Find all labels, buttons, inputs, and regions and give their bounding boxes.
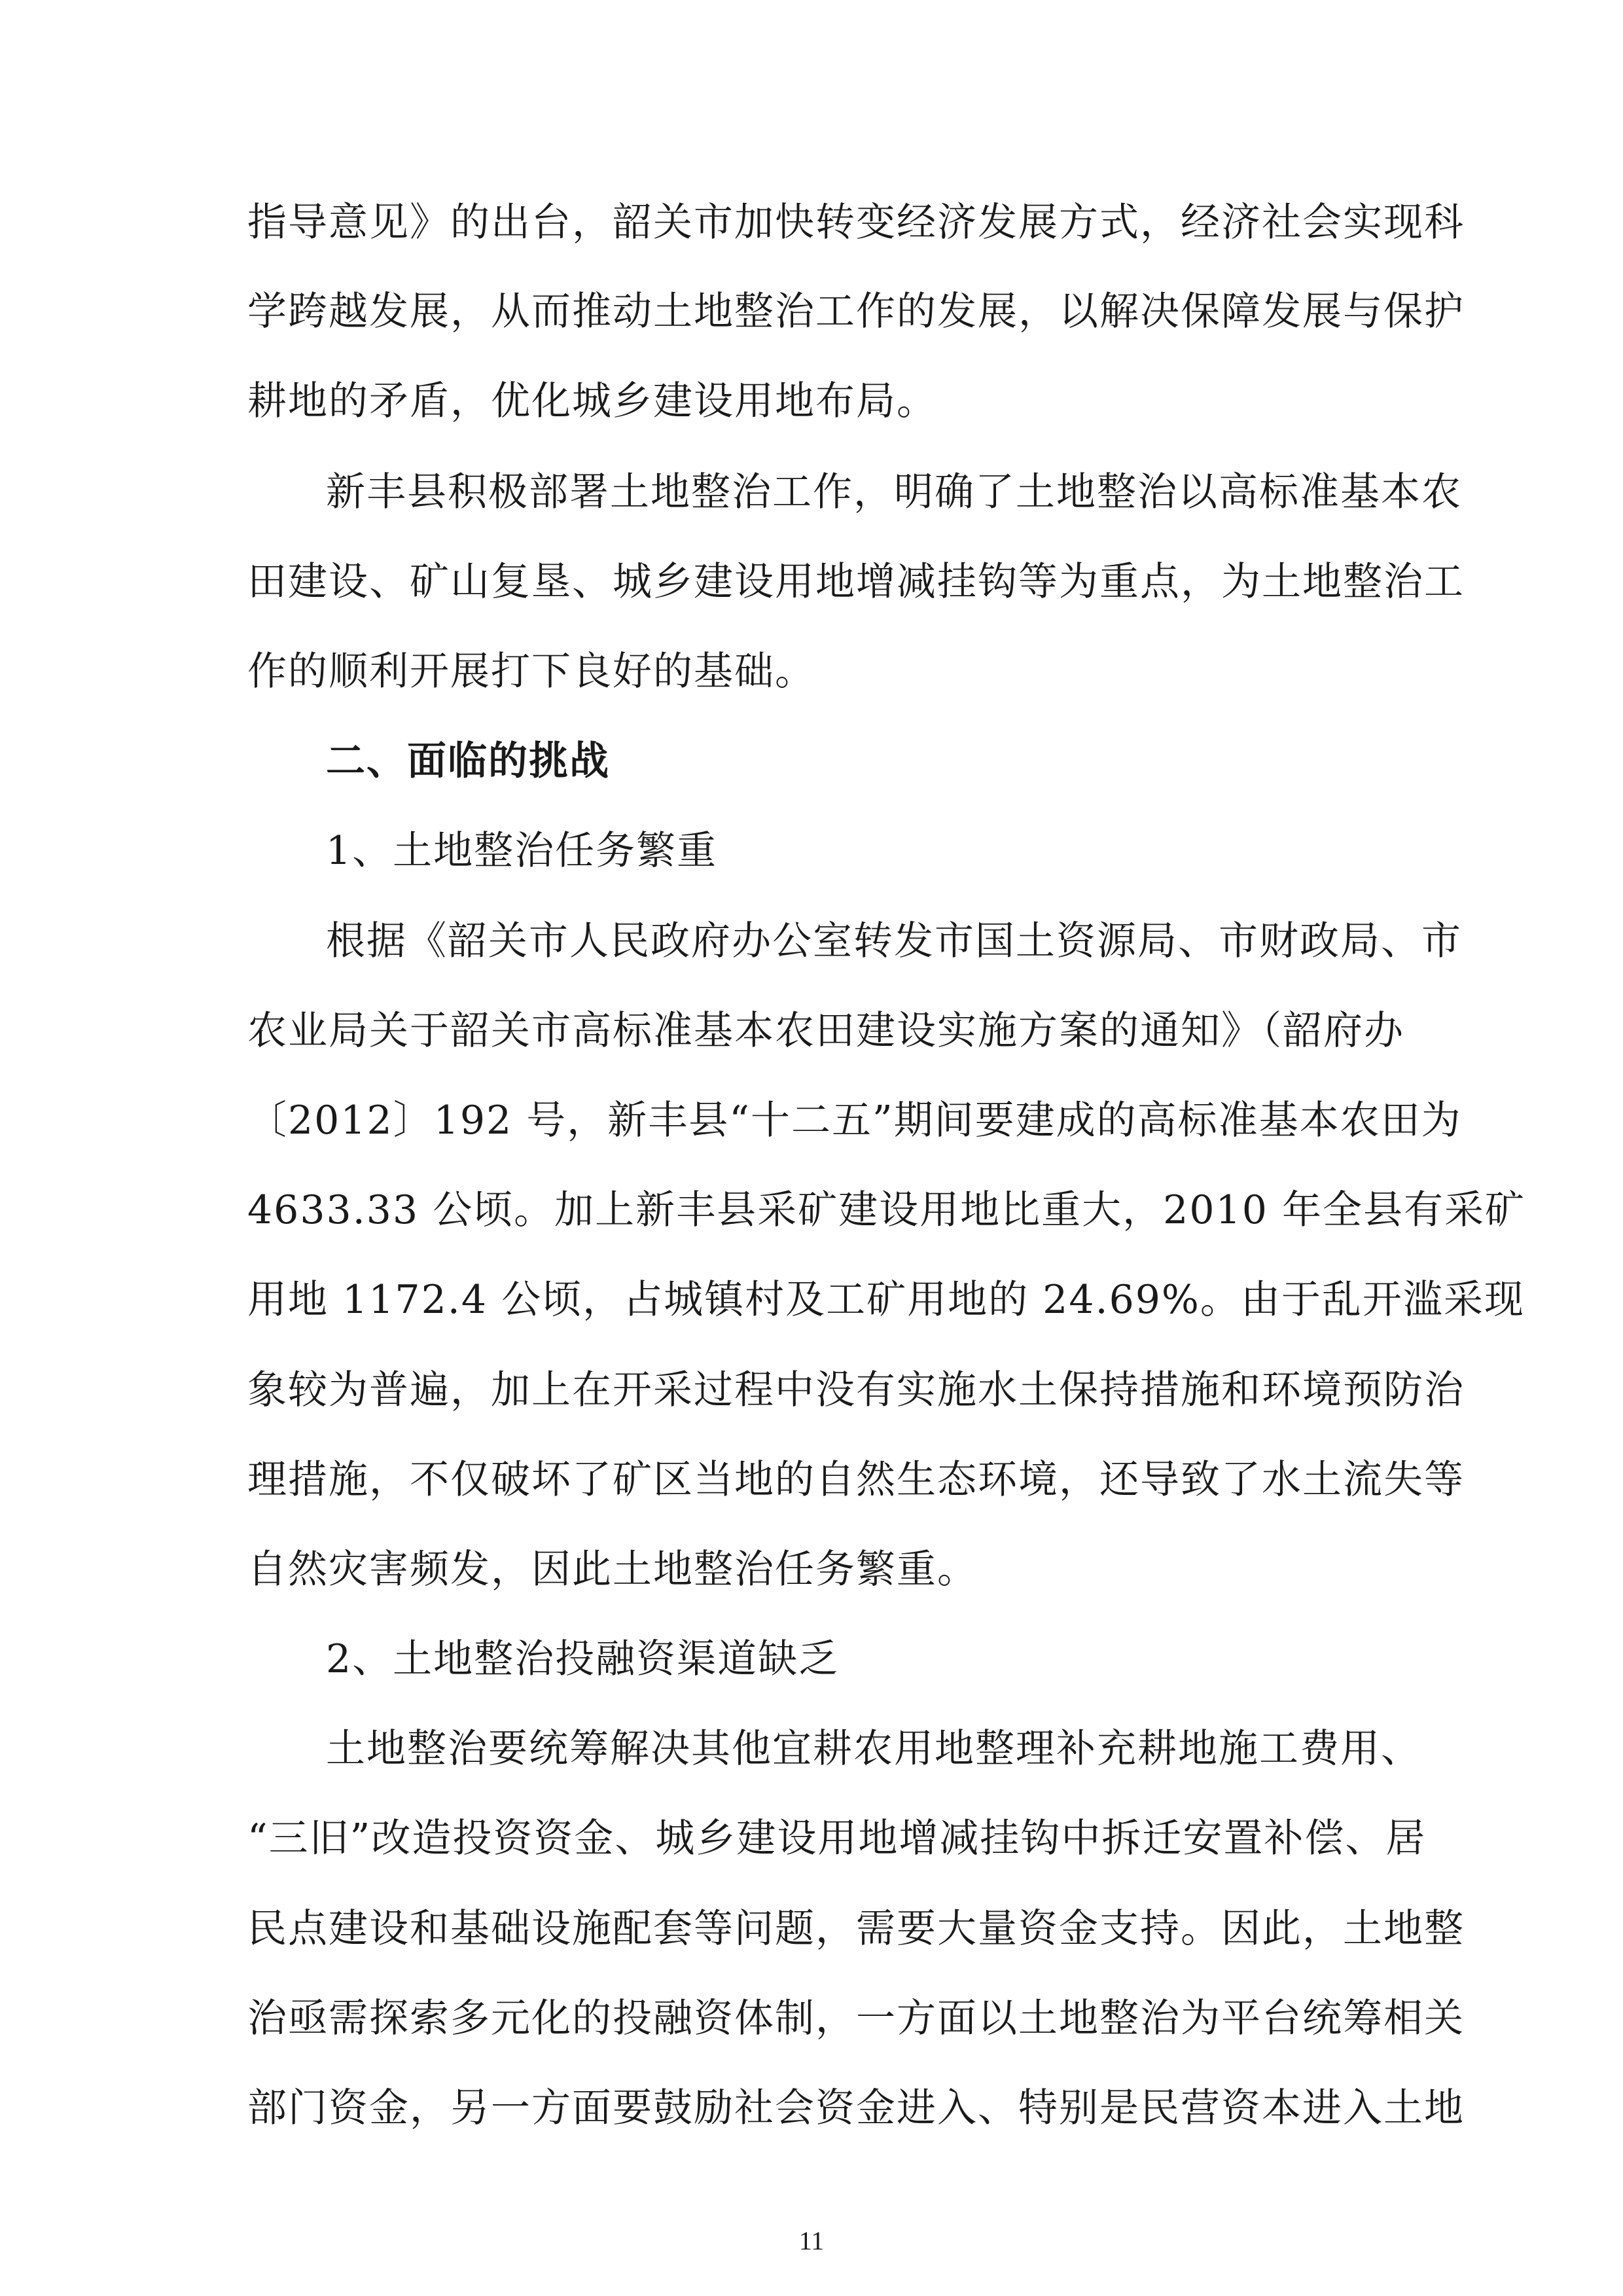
page-number: 11 <box>798 2226 825 2255</box>
paragraph-line: 用地 1172.4 公顷，占城镇村及工矿用地的 24.69%。由于乱开滥采现 <box>247 1277 1525 1323</box>
paragraph-line: 治亟需探索多元化的投融资体制，一方面以土地整治为平台统筹相关 <box>247 1996 1465 2041</box>
paragraph-line: “三旧”改造投资资金、城乡建设用地增减挂钩中拆迁安置补偿、居 <box>247 1816 1427 1861</box>
paragraph-line: 耕地的矛盾，优化城乡建设用地布局。 <box>247 378 937 424</box>
section-heading: 二、面临的挑战 <box>326 738 610 784</box>
document-page <box>247 0 1525 2296</box>
paragraph-line: 部门资金，另一方面要鼓励社会资金进入、特别是民营资本进入土地 <box>247 2085 1465 2131</box>
paragraph-line: 象较为普遍，加上在开采过程中没有实施水土保持措施和环境预防治 <box>247 1367 1465 1413</box>
paragraph-line: 土地整治要统筹解决其他宜耕农用地整理补充耕地施工费用、 <box>326 1726 1421 1772</box>
paragraph-line: 民点建设和基础设施配套等问题，需要大量资金支持。因此，土地整 <box>247 1906 1465 1952</box>
paragraph-line: 田建设、矿山复垦、城乡建设用地增减挂钩等为重点，为土地整治工 <box>247 559 1465 605</box>
paragraph-line: 自然灾害频发，因此土地整治任务繁重。 <box>247 1547 978 1592</box>
paragraph-line: 作的顺利开展打下良好的基础。 <box>247 649 815 694</box>
paragraph-line: 学跨越发展，从而推动土地整治工作的发展，以解决保障发展与保护 <box>247 289 1465 334</box>
paragraph-line: 〔2012〕192 号，新丰县“十二五”期间要建成的高标准基本农田为 <box>247 1098 1462 1143</box>
subsection-heading: 2、土地整治投融资渠道缺乏 <box>326 1636 840 1682</box>
paragraph-line: 农业局关于韶关市高标准基本农田建设实施方案的通知》（韶府办 <box>247 1008 1404 1054</box>
paragraph-line: 理措施，不仅破坏了矿区当地的自然生态环境，还导致了水土流失等 <box>247 1457 1465 1503</box>
paragraph-line: 新丰县积极部署土地整治工作，明确了土地整治以高标准基本农 <box>326 469 1462 515</box>
paragraph-line: 4633.33 公顷。加上新丰县采矿建设用地比重大，2010 年全县有采矿 <box>247 1187 1525 1233</box>
paragraph-line: 根据《韶关市人民政府办公室转发市国土资源局、市财政局、市 <box>326 918 1462 964</box>
subsection-heading: 1、土地整治任务繁重 <box>326 828 718 874</box>
paragraph-line: 指导意见》的出台，韶关市加快转变经济发展方式，经济社会实现科 <box>247 200 1465 245</box>
